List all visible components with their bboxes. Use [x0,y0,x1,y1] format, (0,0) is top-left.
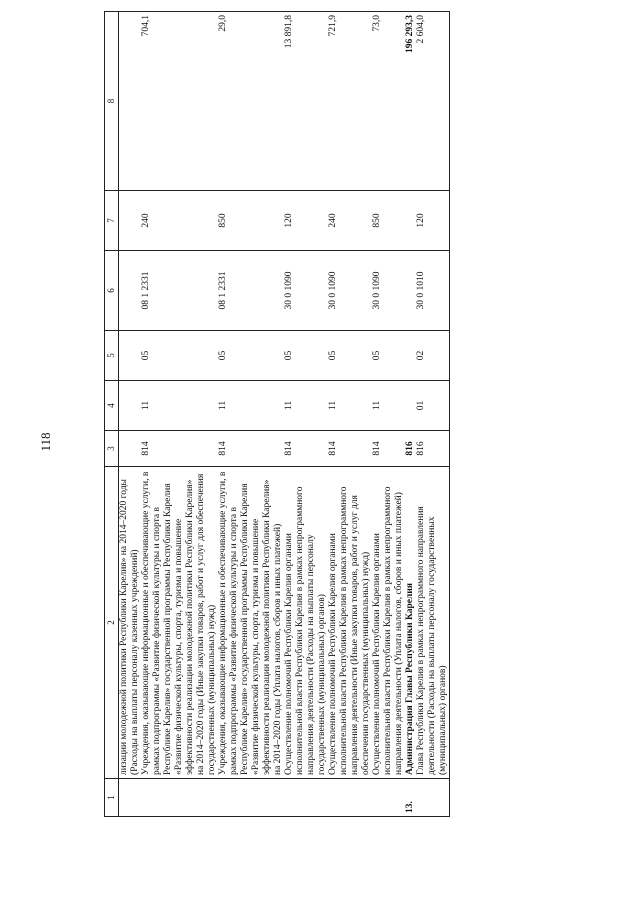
row-description: Осуществление полномочий Республики Карелия органами исполнительной власти Республики Карелия в рамках непрограммного направления деятельности (Расходы на выплаты персоналу государственных (муниципальных) органов) [284,467,328,779]
header-col-3: 3 [105,431,119,467]
row-number [372,779,405,817]
table-row [284,12,328,817]
row-expense-type: 850 [218,191,284,251]
row-target-code: 08 1 2331 [218,251,284,331]
row-target-code [119,251,142,331]
row-ministry-code: 816 [416,431,450,467]
row-description: Глава Республики Карелия в рамках непрограммного направления деятельности (Расходы на выплаты персоналу государственных (муниципальных) органов) [416,467,450,779]
row-section-code: 11 [328,381,372,431]
row-amount [119,12,142,191]
row-number [119,779,142,817]
row-expense-type: 850 [372,191,405,251]
row-expense-type: 120 [416,191,450,251]
row-target-code: 30 0 1090 [372,251,405,331]
row-description: Осуществление полномочий Республики Карелия органами исполнительной власти Республики Карелия в рамках непрограммного направления деятельности (Иные закупки товаров, работ и услуг для обеспечения государственных (муниципальных) нужд) [328,467,372,779]
row-ministry-code: 814 [141,431,218,467]
table-row [328,12,372,817]
row-amount: 29,0 [218,12,284,191]
table-row [218,12,284,817]
header-col-5: 5 [105,331,119,381]
row-amount: 721,9 [328,12,372,191]
header-col-4: 4 [105,381,119,431]
row-amount: 73,0 [372,12,405,191]
row-subsection-code: 05 [328,331,372,381]
row-expense-type [119,191,142,251]
row-number [328,779,372,817]
row-expense-type: 240 [328,191,372,251]
row-section-code: 11 [141,381,218,431]
header-col-2: 2 [105,467,119,779]
table-row [141,12,218,817]
header-col-7: 7 [105,191,119,251]
table-row [416,12,450,817]
row-amount: 704,1 [141,12,218,191]
row-ministry-code: 814 [218,431,284,467]
row-section-code: 11 [284,381,328,431]
row-target-code: 30 0 1010 [416,251,450,331]
section-number: 13. [405,779,416,817]
header-col-6: 6 [105,251,119,331]
row-expense-type: 240 [141,191,218,251]
row-number [218,779,284,817]
row-ministry-code: 814 [328,431,372,467]
row-target-code: 30 0 1090 [328,251,372,331]
row-ministry-code [119,431,142,467]
row-description: Учреждения, оказывающие информационные и обеспечивающие услуги, в рамках подпрограммы «Развитие физической культуры и спорта в Республике Карелия» государственной программы Республики Карелия «Развитие физической культуры, спорта, туризма и повышение эффективности реализации молодежной политики Республики Карелия» на 2014–2020 годы (Иные закупки товаров, работ и услуг для обеспечения государственных (муниципальных) нужд) [141,467,218,779]
section-title: Администрация Главы Республики Карелия [405,467,416,779]
row-amount: 2 604,0 [416,12,450,191]
table-header-row [105,12,119,817]
row-number [141,779,218,817]
row-subsection-code: 05 [141,331,218,381]
row-expense-type [405,191,416,251]
header-col-1: 1 [105,779,119,817]
row-section-code [119,381,142,431]
table-row [119,12,142,817]
row-expense-type: 120 [284,191,328,251]
row-subsection-code [405,331,416,381]
row-description: лизации молодежной политики Республики Карелия» на 2014–2020 годы (Расходы на выплаты персоналу казенных учреждений) [119,467,142,779]
row-number [416,779,450,817]
row-subsection-code: 05 [372,331,405,381]
section-total: 196 293,3 [405,12,416,191]
row-section-code: 11 [372,381,405,431]
row-ministry-code: 814 [372,431,405,467]
header-col-8: 8 [105,12,119,191]
row-number [284,779,328,817]
row-ministry-code: 816 [405,431,416,467]
budget-table [104,11,450,817]
page-number: 118 [38,432,53,452]
row-section-code: 11 [218,381,284,431]
row-amount: 13 891,8 [284,12,328,191]
row-subsection-code: 02 [416,331,450,381]
row-description: Осуществление полномочий Республики Карелия органами исполнительной власти Республики Карелия в рамках непрограммного направления деятельности (Уплата налогов, сборов и иных платежей) [372,467,405,779]
row-section-code [405,381,416,431]
row-subsection-code [119,331,142,381]
table-row-section [405,12,416,817]
row-section-code: 01 [416,381,450,431]
row-target-code: 30 0 1090 [284,251,328,331]
row-description: Учреждения, оказывающие информационные и обеспечивающие услуги, в рамках подпрограммы «Развитие физической культуры и спорта в Республике Карелия» государственной программы Республики Карелия «Развитие физической культуры, спорта, туризма и повышение эффективности реализации молодежной политики Республики Карелия» на 2014–2020 годы (Уплата налогов, сборов и иных платежей) [218,467,284,779]
table-row [372,12,405,817]
row-ministry-code: 814 [284,431,328,467]
row-target-code [405,251,416,331]
row-subsection-code: 05 [218,331,284,381]
row-target-code: 08 1 2331 [141,251,218,331]
row-subsection-code: 05 [284,331,328,381]
